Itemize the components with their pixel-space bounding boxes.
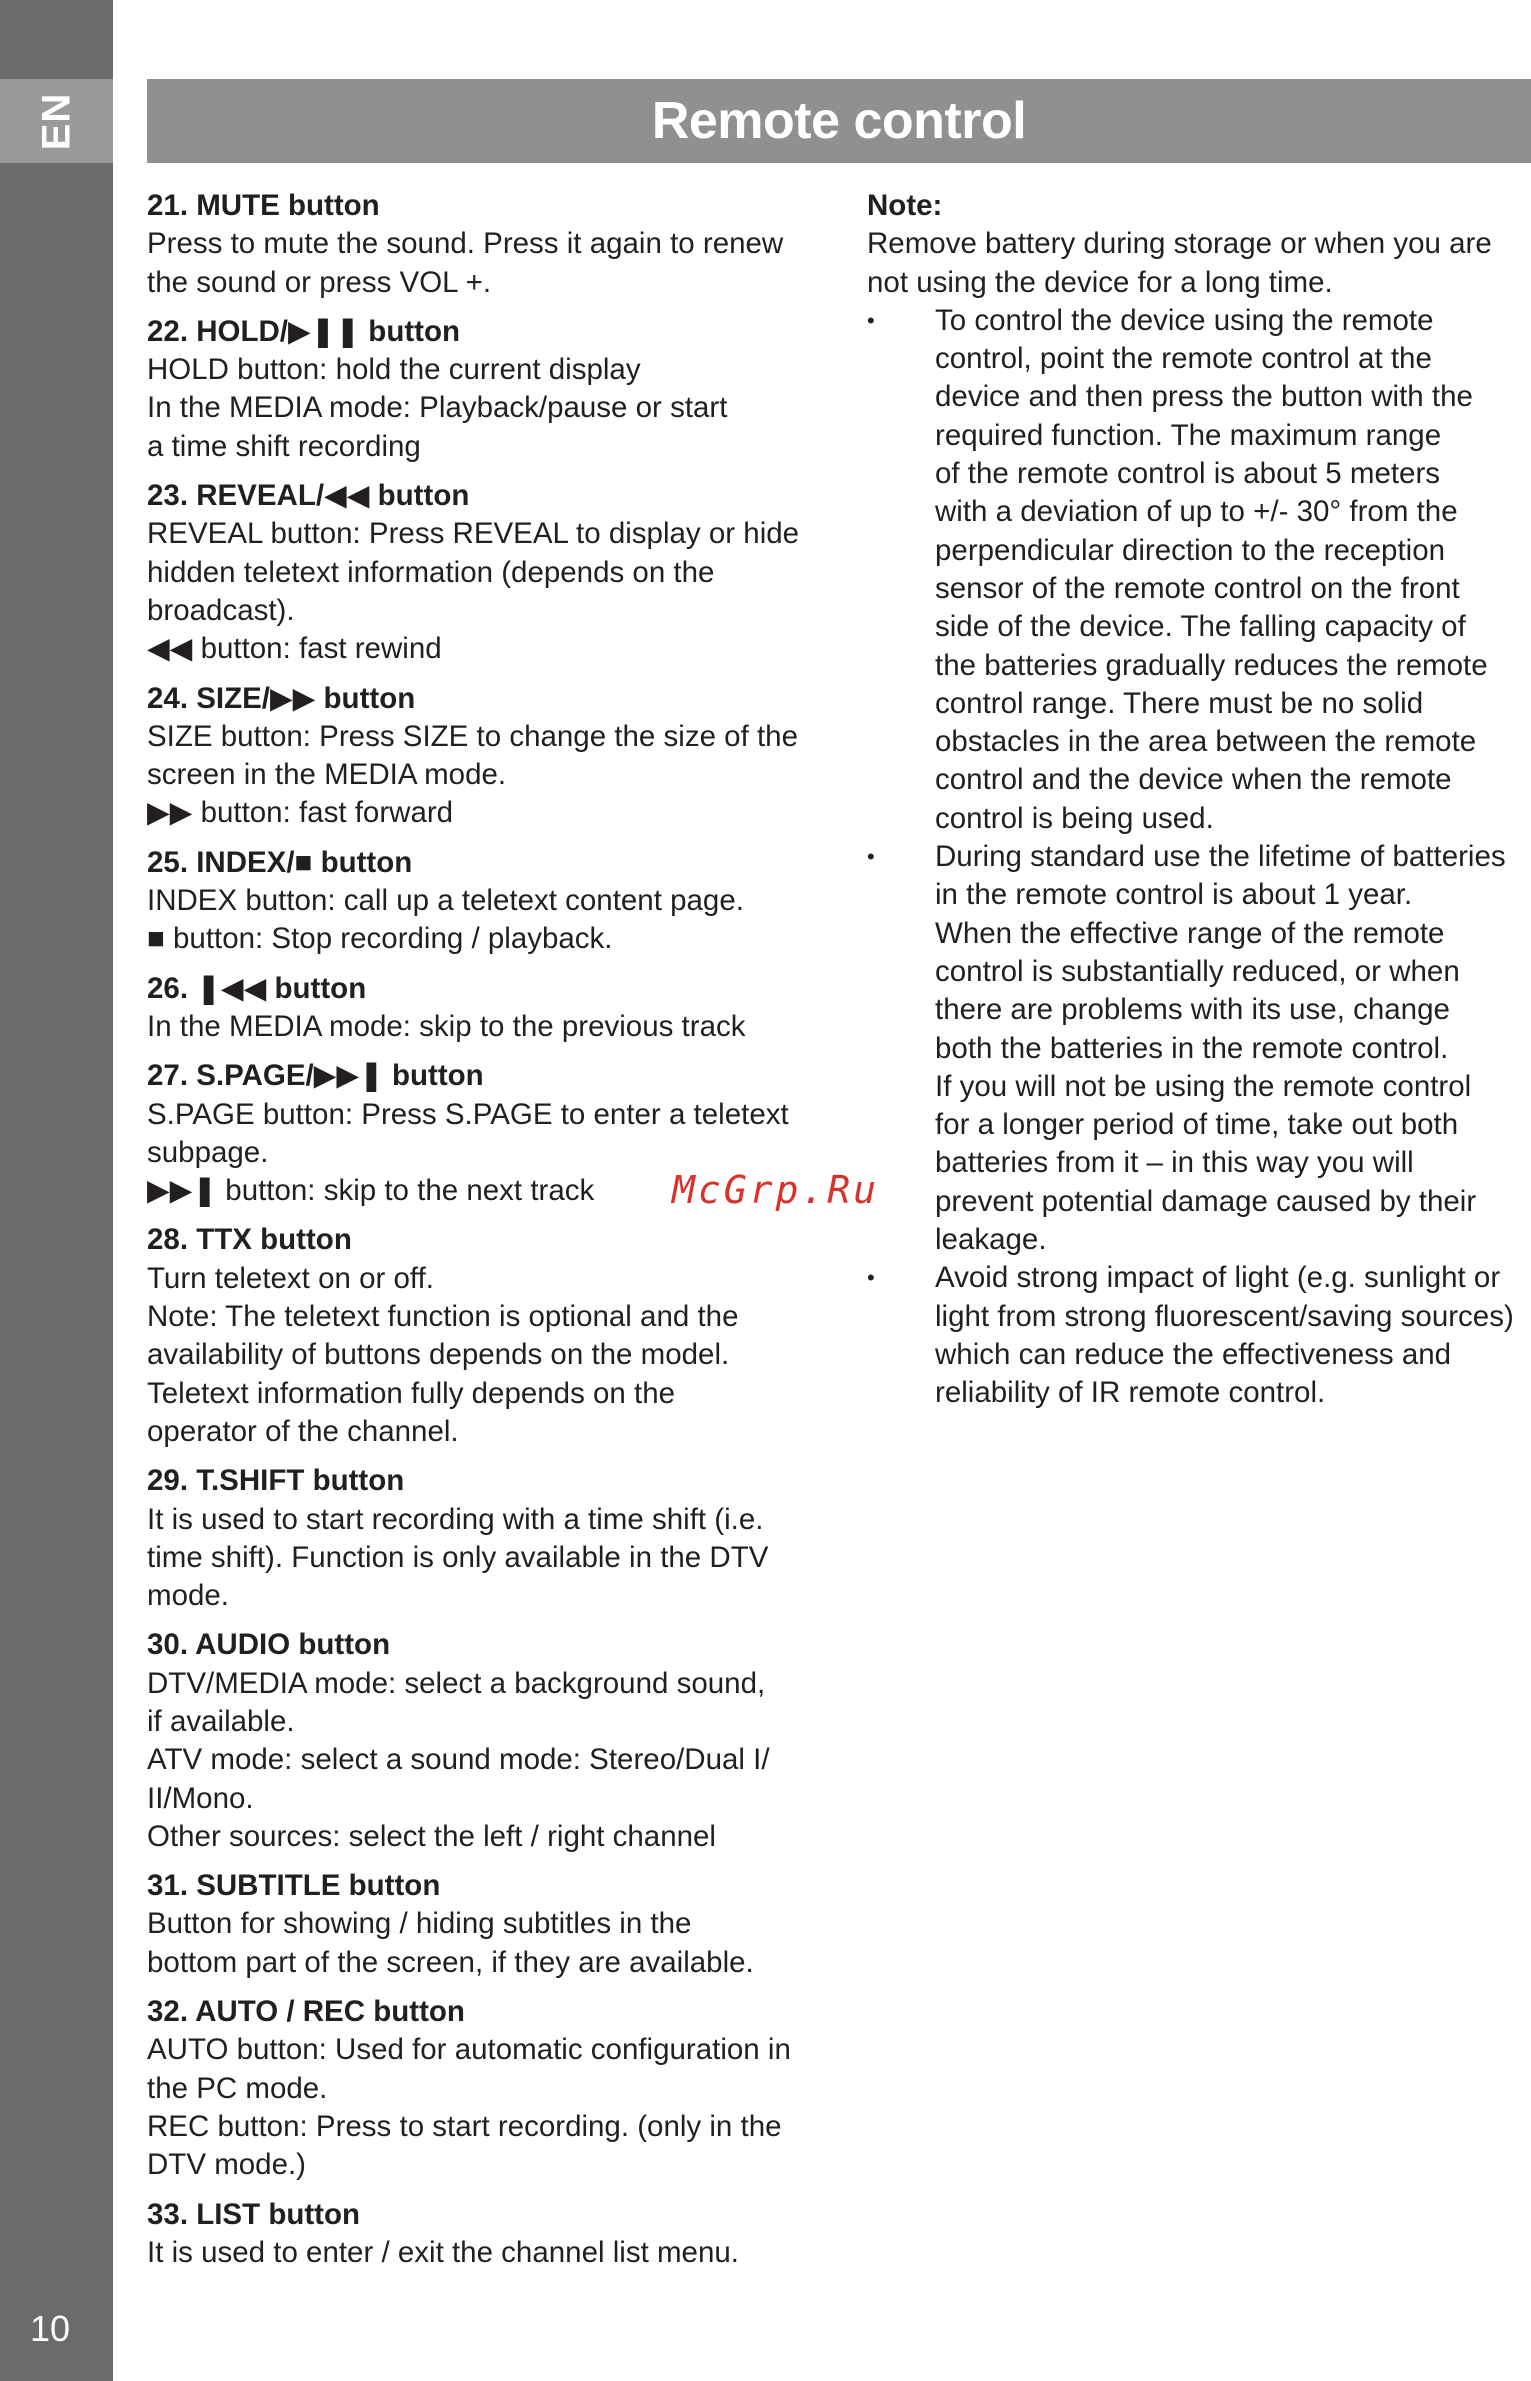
section-text-line: S.PAGE button: Press S.PAGE to enter a teletext xyxy=(147,1097,789,1131)
watermark: McGrp.Ru xyxy=(672,1168,880,1212)
button-list-column xyxy=(147,187,827,2283)
button-section xyxy=(147,313,827,466)
note-bullet-line: with a deviation of up to +/- 30° from the xyxy=(935,495,1458,529)
note-bullet-line: prevent potential damage caused by their xyxy=(935,1184,1477,1218)
button-section xyxy=(147,1626,827,1856)
note-bullet-line: If you will not be using the remote control xyxy=(935,1069,1472,1103)
section-text-line: ◀◀ button: fast rewind xyxy=(147,632,442,666)
note-bullet-line: both the batteries in the remote control. xyxy=(935,1031,1449,1065)
bullet-icon: • xyxy=(867,307,875,333)
note-bullet-line: batteries from it – in this way you will xyxy=(935,1146,1414,1180)
button-section xyxy=(147,680,827,833)
section-text-line: ▶▶ button: fast forward xyxy=(147,796,454,830)
section-text-line: if available. xyxy=(147,1704,295,1738)
note-title: Note: xyxy=(867,189,943,222)
note-bullet-item xyxy=(867,838,1531,1259)
section-text-line: DTV mode.) xyxy=(147,2148,307,2182)
note-column xyxy=(867,187,1531,1413)
section-title: 31. SUBTITLE button xyxy=(147,1869,441,1903)
button-section xyxy=(147,1462,827,1615)
button-section xyxy=(147,1867,827,1982)
note-bullet-line: obstacles in the area between the remote xyxy=(935,725,1477,759)
section-text-line: It is used to start recording with a time shift (i.e. xyxy=(147,1502,764,1536)
bullet-icon: • xyxy=(867,844,875,870)
section-text-line: a time shift recording xyxy=(147,429,421,463)
section-text-line: screen in the MEDIA mode. xyxy=(147,758,507,792)
section-text-line: Turn teletext on or off. xyxy=(147,1261,434,1295)
section-text-line: DTV/MEDIA mode: select a background sound, xyxy=(147,1666,766,1700)
note-bullet-item xyxy=(867,1259,1531,1412)
note-bullet-line: which can reduce the effectiveness and xyxy=(935,1337,1452,1371)
section-text-line: availability of buttons depends on the model. xyxy=(147,1338,730,1372)
button-section xyxy=(147,970,827,1047)
section-text-line: time shift). Function is only available in the DTV xyxy=(147,1540,769,1574)
section-text-line: INDEX button: call up a teletext content page. xyxy=(147,884,744,918)
note-bullet-line: device and then press the button with the xyxy=(935,380,1473,414)
note-bullet-line: When the effective range of the remote xyxy=(935,916,1445,950)
note-bullet-item xyxy=(867,302,1531,838)
note-bullet-line: control and the device when the remote xyxy=(935,763,1452,797)
note-bullet-line: the batteries gradually reduces the remote xyxy=(935,648,1488,682)
note-intro-line: Remove battery during storage or when you are xyxy=(867,227,1492,261)
section-text-line: bottom part of the screen, if they are available. xyxy=(147,1945,754,1979)
note-intro xyxy=(867,225,1531,302)
note-intro-line: not using the device for a long time. xyxy=(867,265,1333,299)
button-section xyxy=(147,2196,827,2273)
note-bullet-line: control, point the remote control at the xyxy=(935,342,1432,376)
page-header xyxy=(147,79,1531,163)
section-text-line: Teletext information fully depends on the xyxy=(147,1376,676,1410)
note-bullet-line: control is being used. xyxy=(935,801,1214,835)
section-text-line: ATV mode: select a sound mode: Stereo/Dual I/ xyxy=(147,1743,770,1777)
note-bullet-line: required function. The maximum range xyxy=(935,418,1442,452)
note-bullet-line: Avoid strong impact of light (e.g. sunlight or xyxy=(935,1261,1501,1295)
bullet-icon: • xyxy=(867,1265,875,1291)
note-bullet-list xyxy=(867,302,1531,1413)
section-text-line: the PC mode. xyxy=(147,2071,328,2105)
section-title: 25. INDEX/■ button xyxy=(147,845,413,879)
language-label: EN xyxy=(33,92,78,150)
section-title: 21. MUTE button xyxy=(147,189,380,222)
section-title: 26. ❚◀◀ button xyxy=(147,971,367,1005)
language-tab xyxy=(0,79,113,163)
section-title: 32. AUTO / REC button xyxy=(147,1995,465,2029)
page-number: 10 xyxy=(30,2308,71,2349)
section-text-line: hidden teletext information (depends on the xyxy=(147,555,715,589)
button-section xyxy=(147,187,827,302)
section-text-line: REC button: Press to start recording. (only in the xyxy=(147,2109,782,2143)
page-title: Remote control xyxy=(651,92,1027,150)
sidebar xyxy=(0,0,113,2381)
section-text-line: In the MEDIA mode: skip to the previous track xyxy=(147,1009,746,1043)
section-title: 22. HOLD/▶❚❚ button xyxy=(147,314,461,348)
section-text-line: the sound or press VOL +. xyxy=(147,265,492,299)
note-bullet-line: perpendicular direction to the reception xyxy=(935,533,1446,567)
note-bullet-line: of the remote control is about 5 meters xyxy=(935,457,1441,491)
note-bullet-line: leakage. xyxy=(935,1223,1047,1257)
section-text-line: operator of the channel. xyxy=(147,1414,459,1448)
note-bullet-line: sensor of the remote control on the front xyxy=(935,571,1460,605)
section-title: 27. S.PAGE/▶▶❚ button xyxy=(147,1059,484,1093)
button-section xyxy=(147,844,827,959)
section-text-line: REVEAL button: Press REVEAL to display or hide xyxy=(147,517,800,551)
section-text-line: AUTO button: Used for automatic configuration in xyxy=(147,2033,791,2067)
button-section xyxy=(147,477,827,668)
section-text-line: ■ button: Stop recording / playback. xyxy=(147,922,613,956)
note-bullet-line: control range. There must be no solid xyxy=(935,686,1424,720)
button-section xyxy=(147,1221,827,1451)
note-bullet-line: side of the device. The falling capacity of xyxy=(935,610,1466,644)
section-text-line: mode. xyxy=(147,1579,229,1613)
section-text-line: Note: The teletext function is optional and the xyxy=(147,1300,739,1334)
section-text-line: ▶▶❚ button: skip to the next track xyxy=(147,1174,595,1208)
note-bullet-line: light from strong fluorescent/saving sources) xyxy=(935,1299,1514,1333)
note-bullet-line: During standard use the lifetime of batteries xyxy=(935,840,1506,874)
section-text-line: II/Mono. xyxy=(147,1781,254,1815)
note-bullet-line: reliability of IR remote control. xyxy=(935,1376,1326,1410)
section-text-line: subpage. xyxy=(147,1135,269,1169)
section-text-line: Button for showing / hiding subtitles in the xyxy=(147,1907,692,1941)
section-text-line: In the MEDIA mode: Playback/pause or start xyxy=(147,391,728,425)
section-title: 33. LIST button xyxy=(147,2197,361,2231)
section-text-line: broadcast). xyxy=(147,593,295,627)
note-bullet-line: control is substantially reduced, or when xyxy=(935,954,1460,988)
button-section xyxy=(147,1993,827,2184)
section-title: 28. TTX button xyxy=(147,1223,352,1257)
note-bullet-line: in the remote control is about 1 year. xyxy=(935,878,1413,912)
note-bullet-line: there are problems with its use, change xyxy=(935,993,1450,1027)
section-title: 30. AUDIO button xyxy=(147,1628,391,1662)
section-title: 23. REVEAL/◀◀ button xyxy=(147,479,470,513)
section-text-line: Press to mute the sound. Press it again to renew xyxy=(147,227,784,261)
note-bullet-line: for a longer period of time, take out both xyxy=(935,1108,1459,1142)
section-title: 29. T.SHIFT button xyxy=(147,1464,405,1498)
section-text-line: It is used to enter / exit the channel list menu. xyxy=(147,2235,739,2269)
section-title: 24. SIZE/▶▶ button xyxy=(147,681,416,715)
note-bullet-line: To control the device using the remote xyxy=(935,303,1434,337)
section-text-line: Other sources: select the left / right channel xyxy=(147,1819,716,1853)
section-text-line: SIZE button: Press SIZE to change the size of the xyxy=(147,719,798,753)
section-text-line: HOLD button: hold the current display xyxy=(147,353,641,387)
